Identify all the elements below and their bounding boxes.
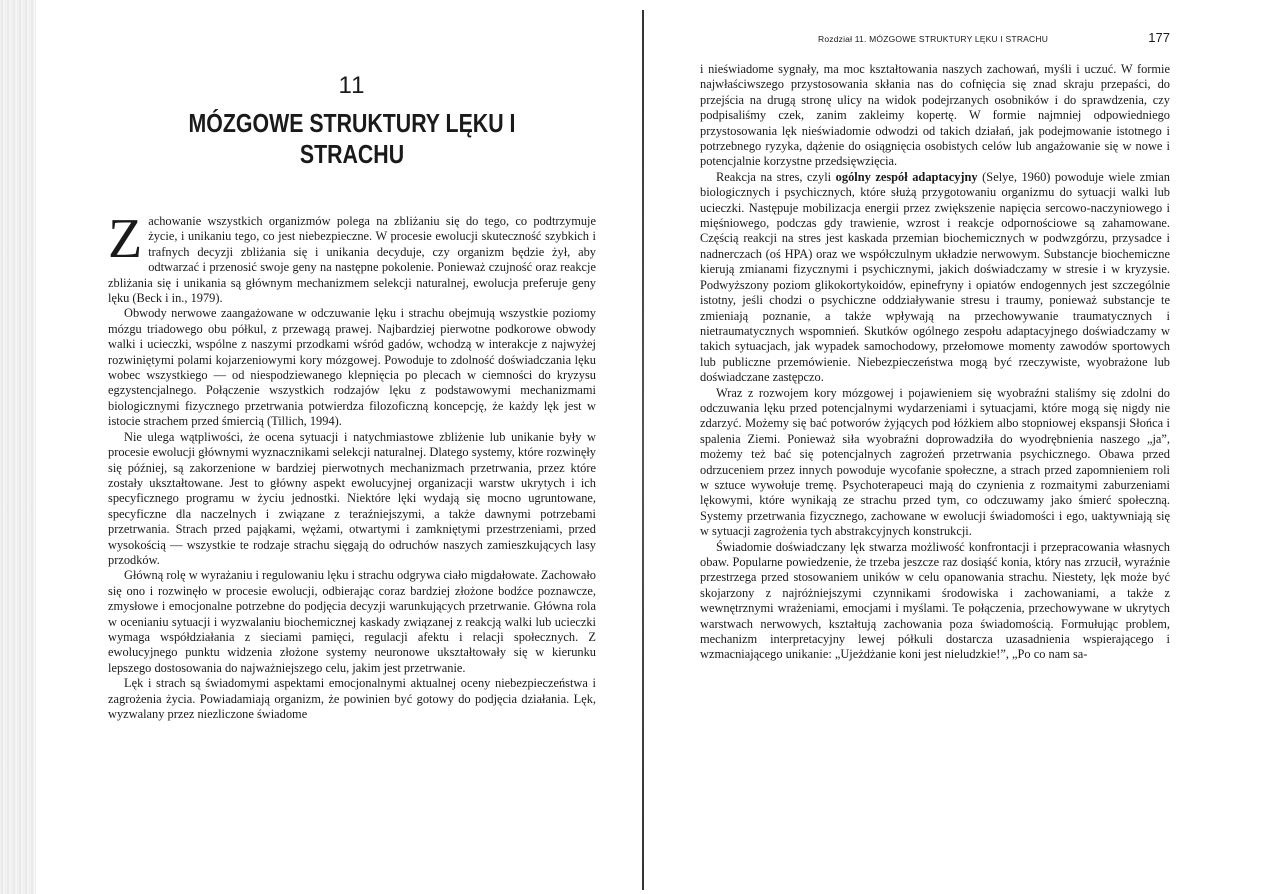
paragraph-6: i nieświadome sygnały, ma moc kształtowania naszych zachowań, myśli i uczuć. W formie najwłaściwszego przystosowania skłania nas do cofnięcia się znad skraju przepaści, do przejścia na drugą stronę ulicy na widok podejrzanych osobników i do sprawdzenia, czy podpisaliśmy czek, zanim zakleimy kopertę. W formie najmniej odpowiedniego przystosowania lęk nieświadomie odwodzi od takich działań, jak podejmowanie istotnego i potrzebnego ryzyka, dążenie do osiągnięcia osobistych celów lub angażowanie się w nowe i potencjalnie korzystne przedsięwzięcia. — [700, 62, 1170, 169]
chapter-title: MÓZGOWE STRUKTURY LĘKU I STRACHU — [188, 108, 516, 169]
paragraph-7 — [700, 170, 1170, 386]
running-head-text: Rozdział 11. MÓZGOWE STRUKTURY LĘKU I STRACHU — [818, 34, 1049, 44]
scan-binding-edge — [0, 0, 36, 894]
paragraph-1 — [108, 208, 596, 306]
paragraph-1-text: achowanie wszystkich organizmów polega na zbliżaniu się do tego, co podtrzymuje życie, i unikaniu tego, co jest niebezpieczne. W procesie ewolucji skuteczność szybkich i trafnych decyzji zbliżania się i unikania decyduje, czy organizm będzie żył, aby odtwarzać i przenosić swoje geny na następne pokolenie. Ponieważ czujność oraz reakcje zbliżania się i unikania są głównym mechanizmem selekcji naturalnej, ewolucja preferuje geny lęku (Beck i in., 1979). — [108, 214, 596, 306]
paragraph-3: Nie ulega wątpliwości, że ocena sytuacji i natychmiastowe zbliżenie lub unikanie były w procesie ewolucji głównymi wyznacznikami selekcji naturalnej. Dlatego systemy, które rozwinęły się później, są zakorzenione w bardziej pierwotnych mechanizmach przetrwania, przez które zostały ukształtowane. Jest to główny aspekt ewolucyjnej organizacji warstw ukrytych i ich specyficznego programu w życiu jednostki. Niektóre lęki wydają się mocno ugruntowane, specyficzne dla naczelnych i związane z teraźniejszymi, a także dawnymi potrzebami przetrwania. Strach przed pająkami, wężami, otwartymi i zamkniętymi przestrzeniami, przed wysokością — wszystkie te rodzaje strachu sięgają do odruchów naszych zamieszkujących lasy przodków. — [108, 429, 596, 567]
running-head — [700, 32, 1170, 54]
chapter-number: 11 — [338, 72, 366, 99]
left-page — [108, 60, 596, 722]
paragraph-5: Lęk i strach są świadomymi aspektami emocjonalnymi aktualnej oceny niebezpieczeństwa i zagrożenia życia. Powiadamiają organizm, że powinien być gotowy do podjęcia działania. Lęk, wyzwalany przez niezliczone świadome — [108, 676, 596, 721]
page-number: 177 — [1148, 30, 1170, 45]
paragraph-7-start: Reakcja na stres, czyli — [716, 169, 836, 184]
bold-term: ogólny zespół adaptacyjny — [835, 169, 978, 184]
paragraph-4: Główną rolę w wyrażaniu i regulowaniu lęku i strachu odgrywa ciało migdałowate. Zachowało się ono i rozwinęło w procesie ewolucji, odbierając coraz bardziej złożone bodźce poznawcze, zmysłowe i emocjonalne potrzebne do podjęcia decyzji warunkujących przetrwanie. Główna rola w ocenianiu sytuacji i wyzwalaniu biochemicznej kaskady związanej z reakcją walki lub ucieczki wymaga współdziałania z sieciami pamięci, regulacji afektu i relacji społecznych. Z ewolucyjnego punktu widzenia złożone systemy neuronowe ukształtowały się w kierunku lepszego dostosowania do najważniejszego celu, jakim jest przetrwanie. — [108, 568, 596, 675]
right-page — [700, 32, 1170, 663]
book-gutter — [642, 10, 644, 890]
paragraph-2: Obwody nerwowe zaangażowane w odczuwanie lęku i strachu obejmują wszystkie poziomy mózgu triadowego obu półkul, z przewagą prawej. Najbardziej pierwotne podkorowe obwody walki i ucieczki, wspólne z naszymi przodkami wśród gadów, wchodzą w interakcje z najwyżej rozwiniętymi polami kojarzeniowymi kory mózgowej. Powoduje to zdolność doświadczania lęku wobec wszystkiego — od niespodziewanego klepnięcia po plecach w ciemności do kryzysu egzystencjalnego. Połączenie wszystkich rodzajów lęku z podstawowymi mechanizmami biologicznymi fizycznego przetrwania potwierdza filozoficzną koncepcję, że każdy lęk jest w istocie strachem przed śmiercią (Tillich, 1994). — [108, 306, 596, 429]
drop-cap: Z — [108, 208, 143, 270]
paragraph-8: Wraz z rozwojem kory mózgowej i pojawieniem się wyobraźni staliśmy się zdolni do odczuwania lęku przed potencjalnymi wydarzeniami i sytuacjami, które mogą się nigdy nie zdarzyć. Możemy się bać potworów żyjących pod łóżkiem albo stopniowej ekspansji Słońca i spalenia Ziemi. Ponieważ siła wyobraźni doprowadziła do wyodrębnienia naszego „ja”, możemy też bać się potencjalnych zagrożeń przetrwania psychicznego. Obawa przed odrzuceniem przez innych powoduje wycofanie społeczne, a strach przed zapomnieniem roli w sztuce wywołuje tremę. Psychoterapeuci mają do czynienia z rozmaitymi zaburzeniami lękowymi, które wynikają ze strachu przed tym, co odczuwamy jako śmierć społeczną. Systemy przetrwania fizycznego, zachowane w ewolucji świadomości i ego, uaktywniają się w sytuacji zagrożenia tych abstrakcyjnych konstrukcji. — [700, 385, 1170, 539]
paragraph-9: Świadomie doświadczany lęk stwarza możliwość konfrontacji i przepracowania własnych obaw. Popularne powiedzenie, że trzeba jeszcze raz dosiąść konia, który nas zrzucił, wyraźnie przestrzega przed stosowaniem uników w celu opanowania strachu. Niestety, lęk może być skojarzony z najróżniejszymi czynnikami środowiska i zachowaniami, a także z wewnętrznymi wrażeniami, emocjami i myślami. Te połączenia, przechowywane w ukrytych warstwach nerwowych, kształtują zachowania poza świadomością. Formułując problem, mechanizm interpretacyjny lewej półkuli dostarcza uzasadnienia wspierającego i wzmacniającego unikanie: „Ujeżdżanie koni jest nieludzkie!”, „Po co nam sa- — [700, 539, 1170, 662]
paragraph-7-rest: (Selye, 1960) powoduje wiele zmian biologicznych i psychicznych, które służą przygotowaniu organizmu do sytuacji walki lub ucieczki. Następuje mobilizacja energii przez zwiększenie napięcia sercowo-naczyniowego i mięśniowego, podczas gdy trawienie, wzrost i reakcje odpornościowe są zahamowane. Częścią reakcji na stres jest kaskada przemian biochemicznych w podwzgórzu, przysadce i nadnerczach (oś HPA) oraz we współczulnym układzie nerwowym. Substancje biochemiczne kierują zmianami fizycznymi i psychicznymi, jakich doświadczamy w stresie i w kryzysie. Podwyższony poziom glikokortykoidów, epinefryny i opiatów endogennych jest szczególnie istotny, jeśli chodzi o psychiczne oddziaływanie stresu i traumy, ponieważ substancje te zmieniają poznanie, a także wpływają na przechowywanie traumatycznych i nietraumatycznych wspomnień. Skutków ogólnego zespołu adaptacyjnego doświadczamy w takich sytuacjach, jak wypadek samochodowy, przełomowe momenty zawodów sportowych lub publiczne przemówienie. Niebezpieczeństwa mogą być rzeczywiste, wyobrażone lub doświadczane zastępczo. — [700, 169, 1170, 385]
